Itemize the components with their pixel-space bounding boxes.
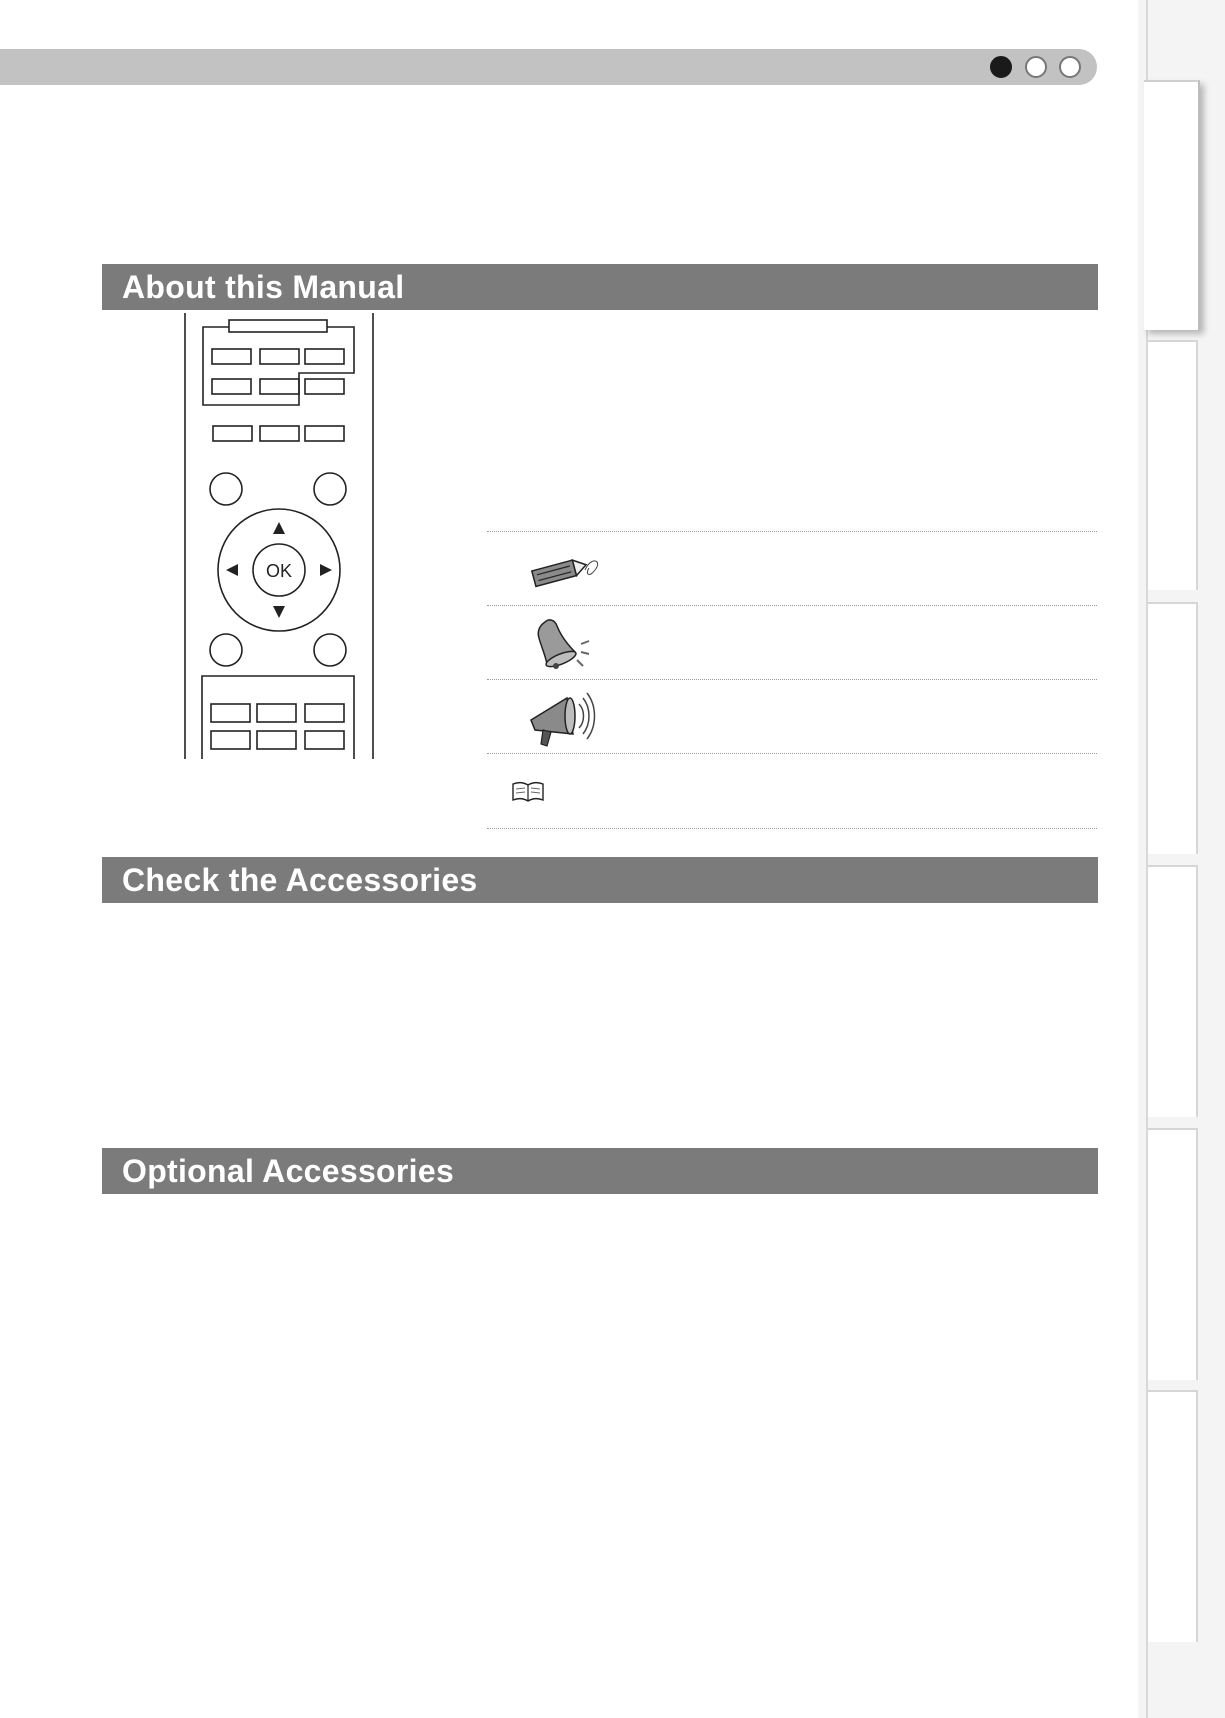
- page-indicator-dot-active: [990, 56, 1012, 78]
- section-title: About this Manual: [122, 269, 405, 305]
- section-title: Check the Accessories: [122, 862, 478, 898]
- chapter-tab-active[interactable]: [1144, 80, 1200, 330]
- section-heading-about: [102, 264, 1098, 310]
- section-heading-optional: [102, 1148, 1098, 1194]
- note-row-important: [487, 679, 1097, 754]
- chapter-tab[interactable]: [1148, 340, 1198, 590]
- page-indicator-dot: [1059, 56, 1081, 78]
- memo-pencil-icon: [523, 540, 603, 600]
- megaphone-icon: [523, 688, 603, 748]
- top-header-bar: [0, 49, 1097, 85]
- note-row-memo: [487, 531, 1097, 606]
- book-reference-icon: [511, 780, 545, 804]
- remote-control-illustration: [184, 313, 374, 759]
- page-indicator-dot: [1025, 56, 1047, 78]
- chapter-tab[interactable]: [1148, 865, 1198, 1117]
- caution-bell-icon: [523, 614, 603, 674]
- section-heading-accessories: [102, 857, 1098, 903]
- note-row-reference: [487, 753, 1097, 829]
- ok-button-label: OK: [265, 561, 293, 581]
- chapter-tab[interactable]: [1148, 1128, 1198, 1380]
- chapter-tab[interactable]: [1148, 602, 1198, 854]
- chapter-tab[interactable]: [1148, 1390, 1198, 1642]
- section-title: Optional Accessories: [122, 1153, 455, 1189]
- note-row-caution: [487, 605, 1097, 680]
